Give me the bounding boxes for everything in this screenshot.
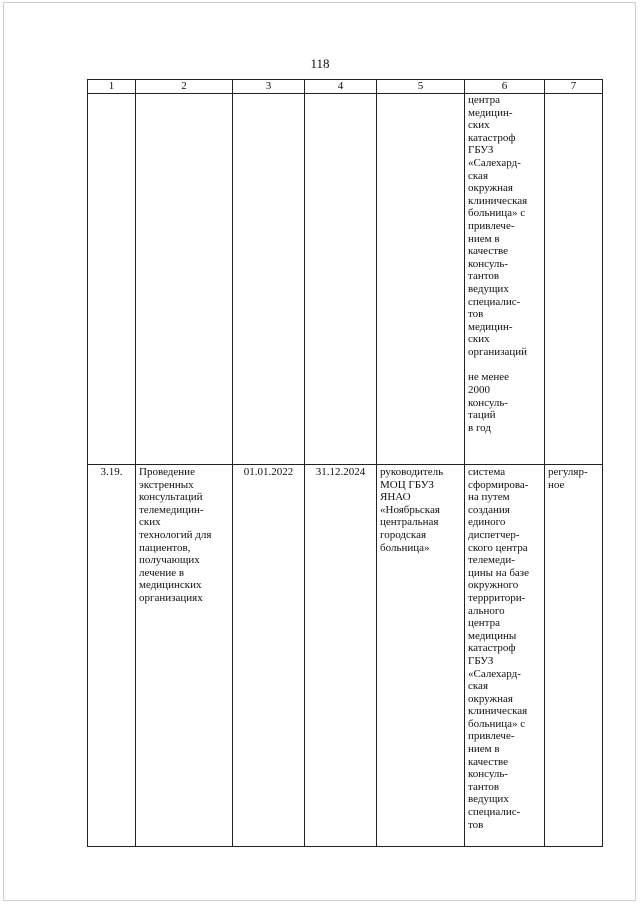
cell-empty <box>136 94 233 465</box>
document-table <box>87 79 603 847</box>
cell-empty <box>88 94 136 465</box>
activity-name: Проведение экстренных консультаций телемедицин- ских технологий для пациентов, получающих лечение в медицинских организациях <box>136 465 233 847</box>
result-cell-continuation <box>465 94 545 465</box>
cell-empty <box>545 94 603 465</box>
row-number: 3.19. <box>88 465 136 847</box>
header-cell-1: 1 <box>88 80 136 94</box>
table-row-continuation <box>88 94 603 465</box>
header-row <box>88 80 603 94</box>
cell-empty <box>233 94 305 465</box>
end-date: 31.12.2024 <box>305 465 377 847</box>
spacer <box>468 358 541 371</box>
result: система сформирова- на путем создания единого диспетчер- ского центра телемеди- цины на базе окружного террритори- ального центра медицины катастроф ГБУЗ «Салехард- ская окружная клиническая больница» с привлече- нием в качестве консуль- тантов ведущих специалис- тов <box>465 465 545 847</box>
table-row-3-19 <box>88 465 603 847</box>
header-cell-5: 5 <box>377 80 465 94</box>
header-cell-7: 7 <box>545 80 603 94</box>
header-cell-4: 4 <box>305 80 377 94</box>
cell-empty <box>377 94 465 465</box>
header-cell-6: 6 <box>465 80 545 94</box>
cell-empty <box>305 94 377 465</box>
result-text-part2: не менее 2000 консуль- таций в год <box>468 371 510 434</box>
periodicity: регуляр- ное <box>545 465 603 847</box>
page-number: 118 <box>310 56 330 71</box>
header-cell-3: 3 <box>233 80 305 94</box>
start-date: 01.01.2022 <box>233 465 305 847</box>
result-text-part1: центра медицин- ских катастроф ГБУЗ «Салехард- ская окружная клиническая больница» с привлече- нием в качестве консуль- тантов ведущих специалис- тов медицин- ских организаций <box>468 94 528 358</box>
header-cell-2: 2 <box>136 80 233 94</box>
responsible: руководитель МОЦ ГБУЗ ЯНАО «Ноябрьская центральная городская больница» <box>377 465 465 847</box>
